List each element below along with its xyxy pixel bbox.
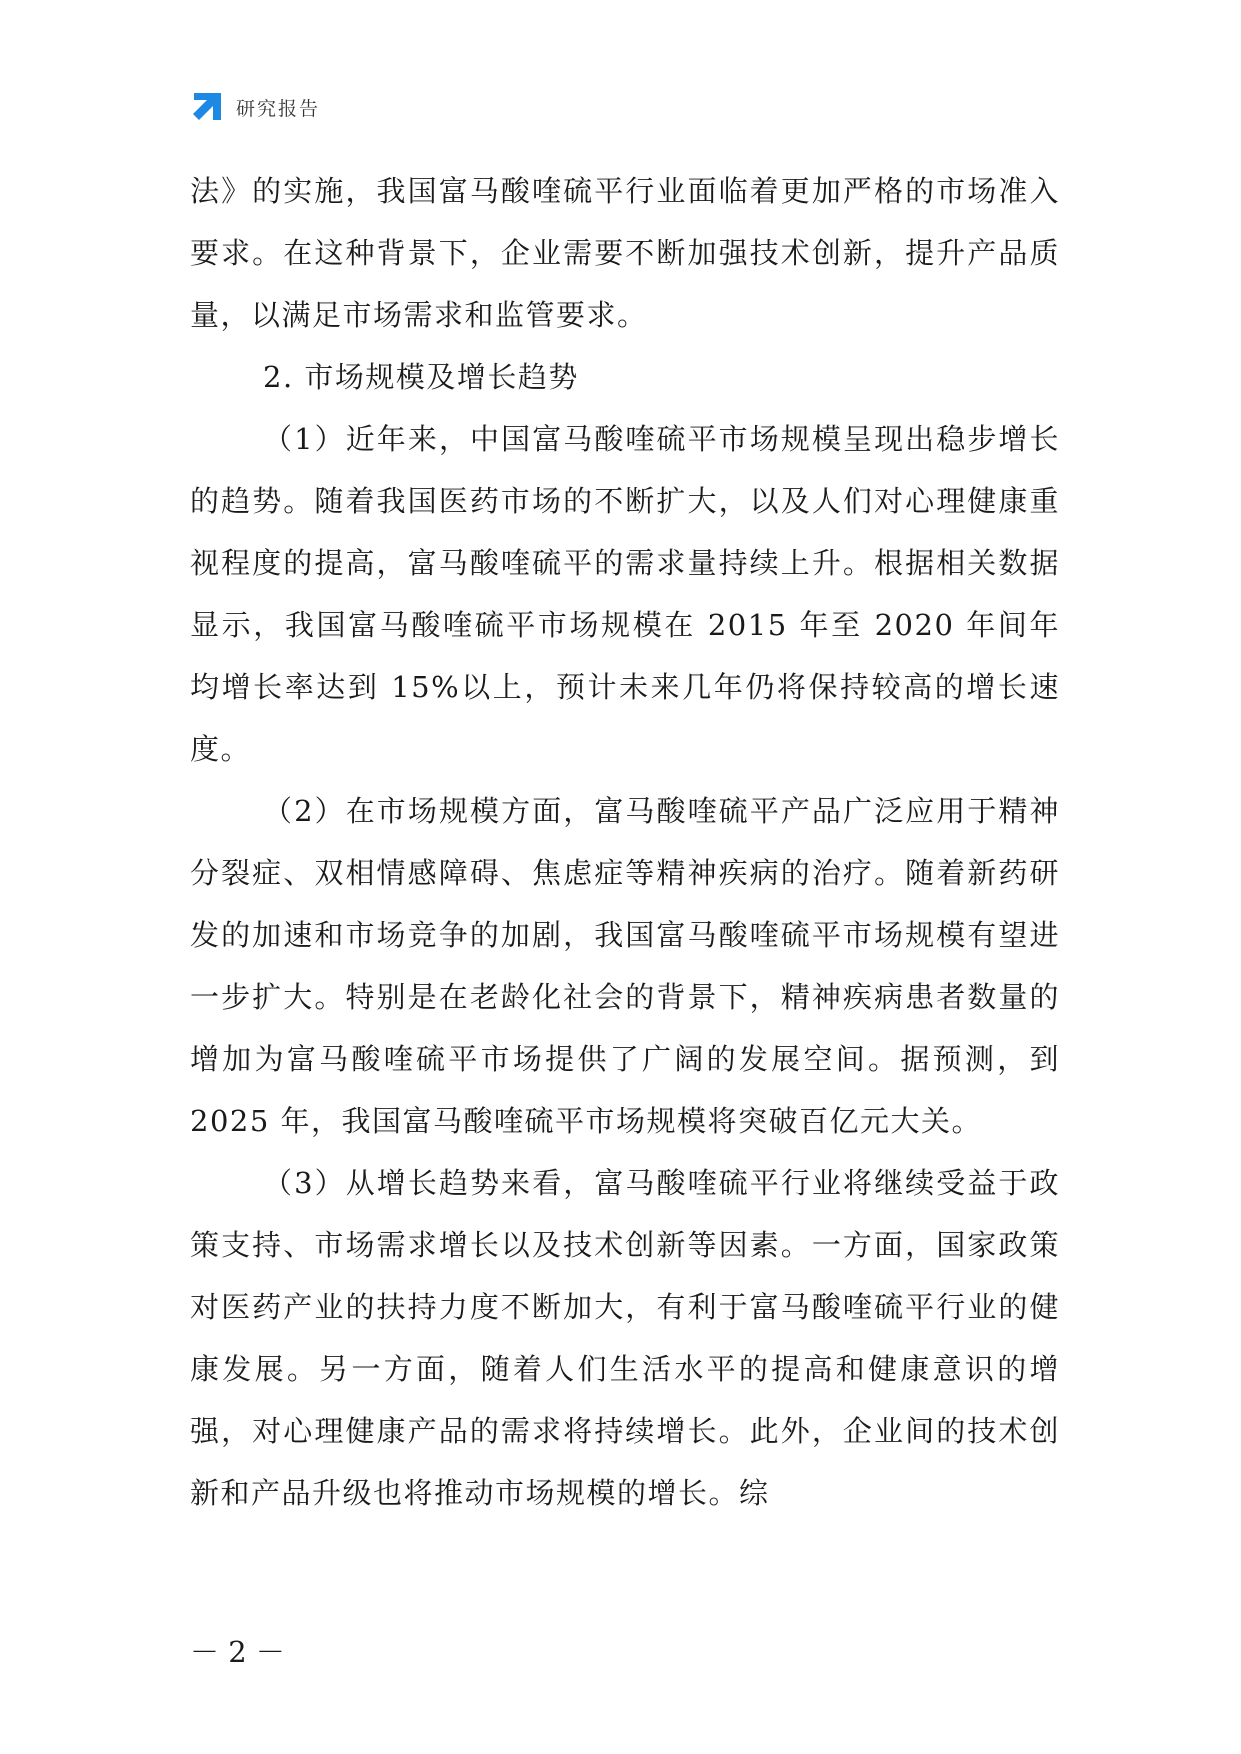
page-header (190, 90, 320, 124)
paragraph-intro: 法》的实施，我国富马酸喹硫平行业面临着更加严格的市场准入要求。在这种背景下，企业需要不断加强技术创新，提升产品质量，以满足市场需求和监管要求。 (190, 174, 1060, 332)
paragraph-1: （1）近年来，中国富马酸喹硫平市场规模呈现出稳步增长的趋势。随着我国医药市场的不断扩大，以及人们对心理健康重视程度的提高，富马酸喹硫平的需求量持续上升。根据相关数据显示，我国富马酸喹硫平市场规模在 2015 年至 2020 年间年均增长率达到 15%以上，预计未来几年仍将保持较高的增长速度。 (190, 422, 1060, 766)
paragraph-3: （3）从增长趋势来看，富马酸喹硫平行业将继续受益于政策支持、市场需求增长以及技术创新等因素。一方面，国家政策对医药产业的扶持力度不断加大，有利于富马酸喹硫平行业的健康发展。另一方面，随着人们生活水平的提高和健康意识的增强，对心理健康产品的需求将持续增长。此外，企业间的技术创新和产品升级也将推动市场规模的增长。综 (190, 1166, 1060, 1510)
page-number: － 2 － (190, 1635, 285, 1669)
document-body (190, 160, 1060, 1524)
paragraph-2: （2）在市场规模方面，富马酸喹硫平产品广泛应用于精神分裂症、双相情感障碍、焦虑症等精神疾病的治疗。随着新药研发的加速和市场竞争的加剧，我国富马酸喹硫平市场规模有望进一步扩大。特别是在老龄化社会的背景下，精神疾病患者数量的增加为富马酸喹硫平市场提供了广阔的发展空间。据预测，到 2025 年，我国富马酸喹硫平市场规模将突破百亿元大关。 (190, 794, 1060, 1138)
logo-arrow-icon (190, 90, 224, 124)
section-heading: 2. 市场规模及增长趋势 (263, 360, 579, 394)
header-title: 研究报告 (236, 97, 321, 120)
